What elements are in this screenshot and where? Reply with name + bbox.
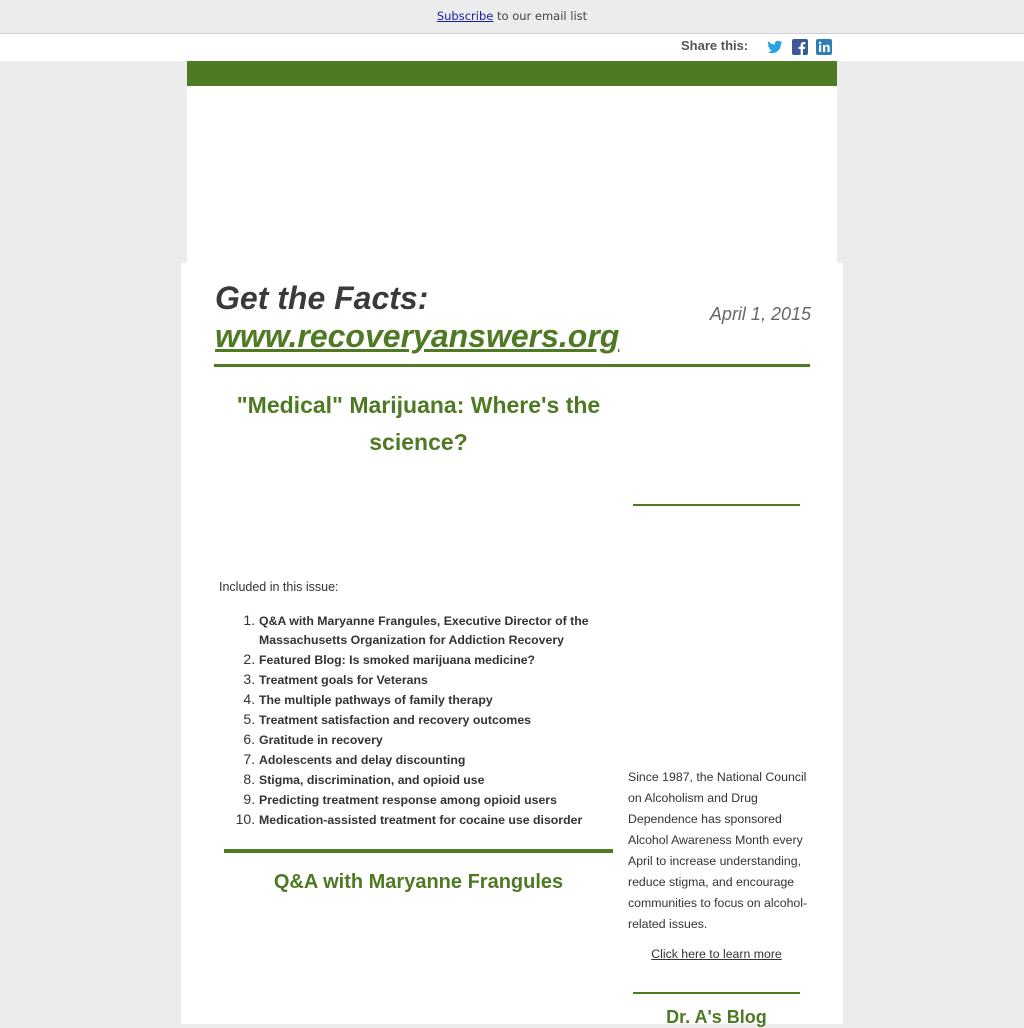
qa-title: Q&A with Maryanne Frangules bbox=[273, 871, 564, 893]
share-label: Share this: bbox=[681, 38, 749, 53]
learn-more-link[interactable]: Click here to learn more bbox=[651, 947, 782, 961]
website-link[interactable]: www.recoveryanswers.org bbox=[215, 318, 620, 354]
issue-intro: Included in this issue: bbox=[219, 580, 339, 594]
sidebar-text: Since 1987, the National Council on Alcoholism and Drug Dependence has sponsored Alcohol Awareness Month every April to increase understanding, reduce stigma, and encourage communities to focus on alcohol-related issues. bbox=[628, 770, 808, 931]
list-item: 4. The multiple pathways of family therapy bbox=[259, 690, 659, 710]
list-item: 9. Predicting treatment response among opioid users bbox=[259, 790, 659, 810]
list-item: 10. Medication-assisted treatment for cocaine use disorder bbox=[259, 810, 659, 830]
issue-list bbox=[221, 611, 659, 830]
page-title: Get the Facts: bbox=[215, 280, 429, 316]
subscribe-bar bbox=[0, 0, 1024, 34]
header-divider bbox=[214, 364, 810, 367]
list-item: 7. Adolescents and delay discounting bbox=[259, 750, 659, 770]
list-item: 1. Q&A with Maryanne Frangules, Executive Director of the Massachusetts Organization for Addiction Recovery bbox=[259, 611, 659, 650]
list-item: 2. Featured Blog: Is smoked marijuana medicine? bbox=[259, 650, 659, 670]
blog-title: Dr. A's Blog bbox=[666, 1007, 767, 1027]
share-bar bbox=[0, 34, 1024, 61]
facebook-icon[interactable] bbox=[792, 39, 808, 55]
list-item: 6. Gratitude in recovery bbox=[259, 730, 659, 750]
subscribe-suffix: to our email list bbox=[493, 9, 588, 23]
list-item: 5. Treatment satisfaction and recovery outcomes bbox=[259, 710, 659, 730]
twitter-icon[interactable] bbox=[767, 39, 783, 55]
blog-divider bbox=[633, 992, 800, 994]
subscribe-link[interactable]: Subscribe bbox=[436, 9, 494, 23]
linkedin-icon[interactable] bbox=[816, 39, 832, 55]
list-item: 3. Treatment goals for Veterans bbox=[259, 670, 659, 690]
list-item: 8. Stigma, discrimination, and opioid use bbox=[259, 770, 659, 790]
sidebar-divider bbox=[633, 504, 800, 506]
article-title: "Medical" Marijuana: Where's the science? bbox=[236, 392, 601, 455]
header-green-bar bbox=[187, 61, 837, 86]
newsletter-content bbox=[181, 263, 843, 1027]
issue-date: April 1, 2015 bbox=[709, 304, 811, 324]
banner-image bbox=[187, 86, 837, 263]
section-divider bbox=[224, 849, 613, 853]
